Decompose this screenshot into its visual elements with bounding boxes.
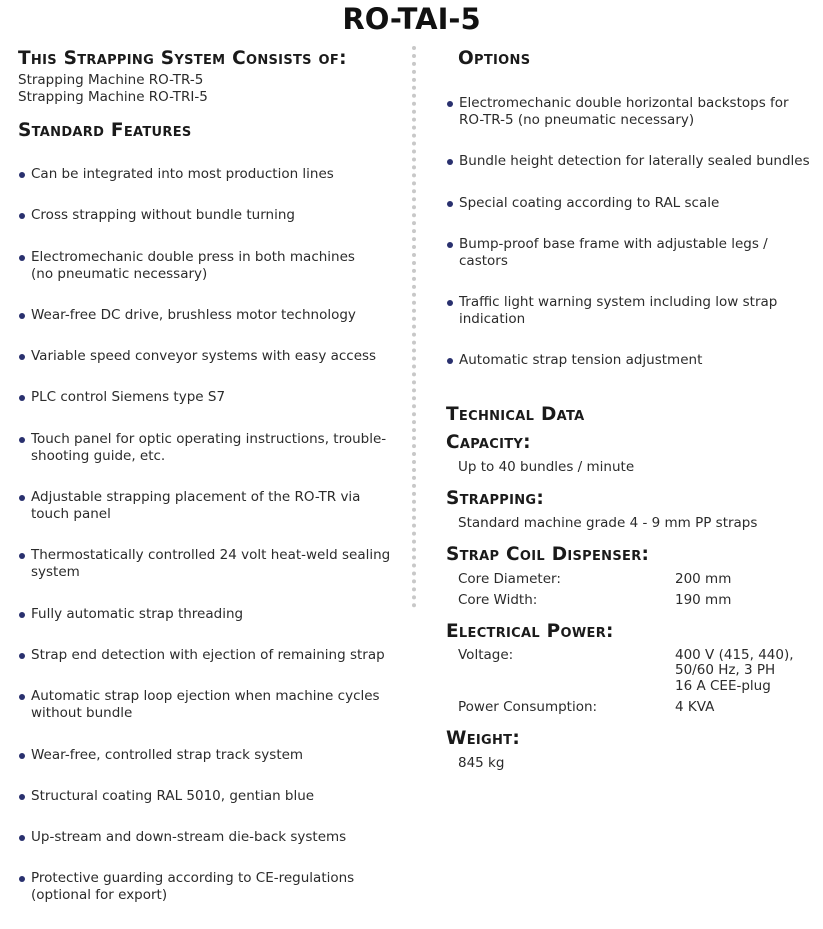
strap-coil-dispenser-heading: Strap Coil Dispenser: [446, 543, 650, 565]
list-item: Variable speed conveyor systems with easy access [18, 348, 398, 365]
list-item: Touch panel for optic operating instructions, trouble- shooting guide, etc. [18, 431, 398, 465]
spec-value: 4 KVA [675, 699, 715, 716]
list-item: Cross strapping without bundle turning [18, 207, 398, 224]
strapping-value: Standard machine grade 4 - 9 mm PP straps [458, 514, 758, 531]
capacity-value: Up to 40 bundles / minute [458, 458, 635, 475]
spec-row [446, 699, 816, 716]
weight-value: 845 kg [458, 755, 505, 772]
list-item: Strap end detection with ejection of remaining strap [18, 647, 398, 664]
spec-row [446, 592, 816, 609]
strapping-heading: Strapping: [446, 487, 545, 509]
consists-item: Strapping Machine RO-TR-5 [18, 72, 204, 88]
list-item: Special coating according to RAL scale [446, 195, 816, 212]
spec-key: Core Width: [458, 591, 538, 608]
consists-heading: This Strapping System Consists of: [18, 48, 347, 69]
list-item: PLC control Siemens type S7 [18, 389, 398, 406]
spec-value: 200 mm [675, 570, 732, 587]
list-item: Automatic strap tension adjustment [446, 352, 816, 369]
options-heading: Options [458, 48, 531, 69]
electrical-power-heading: Electrical Power: [446, 620, 614, 642]
list-item: Electromechanic double horizontal backstops for RO-TR-5 (no pneumatic necessary) [446, 95, 816, 129]
spec-value: 190 mm [675, 591, 732, 608]
left-column [18, 48, 398, 929]
right-column [446, 48, 816, 772]
list-item: Adjustable strapping placement of the RO-TR via touch panel [18, 489, 398, 523]
list-item: Can be integrated into most production lines [18, 166, 398, 183]
consists-item: Strapping Machine RO-TRI-5 [18, 89, 208, 105]
column-divider [412, 46, 416, 608]
list-item: Bundle height detection for laterally sealed bundles [446, 153, 816, 170]
list-item: Thermostatically controlled 24 volt heat-weld sealing system [18, 547, 398, 581]
spec-row [446, 571, 816, 588]
spec-row [446, 648, 816, 695]
list-item: Structural coating RAL 5010, gentian blue [18, 788, 398, 805]
spec-value: 400 V (415, 440), 50/60 Hz, 3 PH 16 A CEE-plug [675, 646, 794, 694]
spec-key: Core Diameter: [458, 570, 561, 587]
list-item: Up-stream and down-stream die-back systems [18, 829, 398, 846]
options-list [446, 76, 816, 394]
list-item: Protective guarding according to CE-regulations (optional for export) [18, 870, 398, 904]
list-item: Bump-proof base frame with adjustable legs / castors [446, 236, 816, 270]
list-item: Fully automatic strap threading [18, 606, 398, 623]
page-title: RO-TAI-5 [342, 2, 481, 36]
weight-heading: Weight: [446, 728, 521, 750]
spec-key: Voltage: [458, 646, 514, 663]
consists-list [18, 72, 398, 106]
list-item: Wear-free DC drive, brushless motor technology [18, 307, 398, 324]
list-item: Electromechanic double press in both machines (no pneumatic necessary) [18, 249, 398, 283]
standard-features-list [18, 147, 398, 929]
technical-data-heading: Technical Data [446, 403, 585, 425]
list-item: Automatic strap loop ejection when machine cycles without bundle [18, 688, 398, 722]
standard-features-heading: Standard Features [18, 120, 192, 141]
capacity-heading: Capacity: [446, 431, 531, 453]
list-item: Wear-free, controlled strap track system [18, 747, 398, 764]
list-item: Traffic light warning system including low strap indication [446, 294, 816, 328]
spec-key: Power Consumption: [458, 699, 598, 716]
